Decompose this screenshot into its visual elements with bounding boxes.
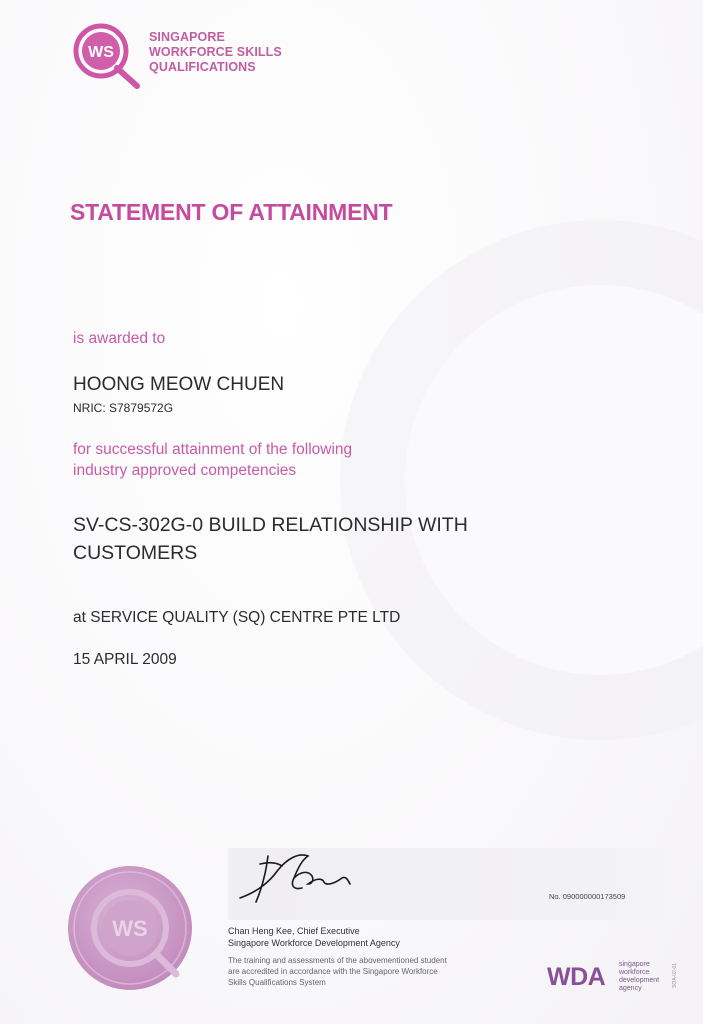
- form-code: SOA-02-01: [672, 962, 678, 988]
- logo-line: QUALIFICATIONS: [149, 60, 256, 74]
- logo-line: WORKFORCE SKILLS: [149, 45, 282, 59]
- ws-logo: [67, 18, 147, 90]
- note-line: are accredited in accordance with the Singapore Workforce: [228, 967, 438, 976]
- awarded-to-label: is awarded to: [73, 330, 166, 347]
- note-line: Skills Qualifications System: [228, 978, 326, 987]
- recipient-name: HOONG MEOW CHUEN: [73, 374, 285, 395]
- competency-line: SV-CS-302G-0 BUILD RELATIONSHIP WITH: [73, 514, 468, 536]
- certificate-number: No. 090000000173509: [549, 892, 626, 901]
- wda-name-line: singapore: [619, 961, 650, 968]
- ws-logo-letters: WS: [88, 44, 114, 61]
- attainment-line: for successful attainment of the following: [73, 441, 353, 458]
- award-date: 15 APRIL 2009: [73, 651, 177, 668]
- ws-seal-icon: [58, 858, 208, 1008]
- logo-line: SINGAPORE: [149, 30, 225, 44]
- ws-logo-icon: [67, 18, 147, 90]
- training-centre: at SERVICE QUALITY (SQ) CENTRE PTE LTD: [73, 609, 401, 626]
- seal-letters: WS: [112, 916, 148, 941]
- signer-organisation: Singapore Workforce Development Agency: [228, 938, 400, 948]
- note-line: The training and assessments of the abovementioned student: [228, 956, 447, 965]
- certificate-title: STATEMENT OF ATTAINMENT: [70, 199, 393, 225]
- ws-logo-text: [149, 30, 282, 75]
- wda-mark: WDA: [547, 963, 606, 991]
- attainment-statement: [73, 439, 352, 481]
- wda-name: [619, 961, 659, 993]
- wda-logo-icon: [547, 959, 667, 995]
- recipient-nric: NRIC: S7879572G: [73, 401, 174, 415]
- wda-name-line: agency: [619, 985, 642, 992]
- competency-line: CUSTOMERS: [73, 542, 198, 564]
- signer-name: Chan Heng Kee, Chief Executive: [228, 926, 360, 936]
- attainment-line: industry approved competencies: [73, 462, 297, 479]
- signature-icon: [238, 848, 358, 908]
- competency-title: [73, 511, 593, 567]
- accreditation-note: [228, 955, 447, 988]
- wda-name-line: workforce: [619, 969, 650, 976]
- wda-name-line: development: [619, 977, 660, 984]
- signer-block: [228, 925, 400, 949]
